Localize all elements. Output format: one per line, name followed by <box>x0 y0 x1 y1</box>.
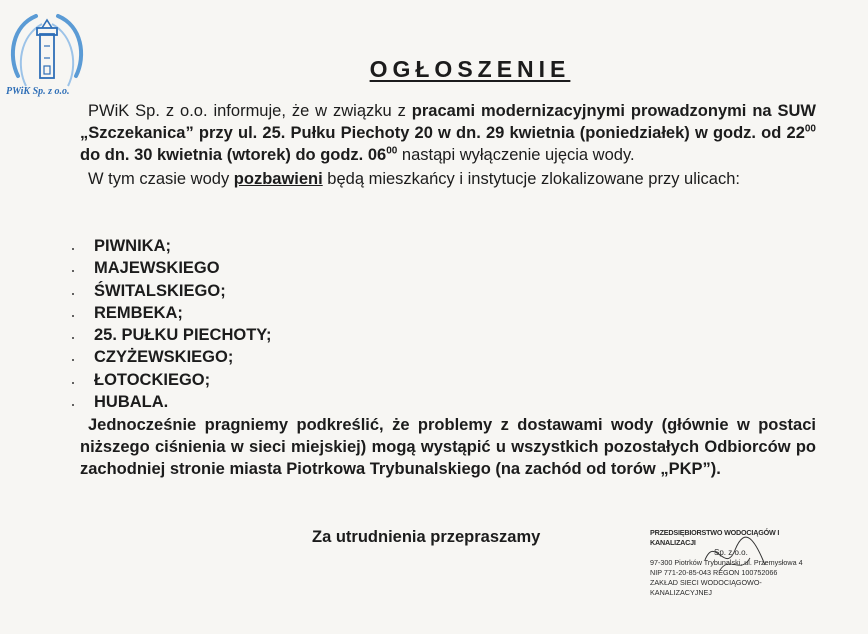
paragraph-3 <box>80 414 816 480</box>
p1-sup1: 00 <box>804 123 816 135</box>
list-item: 25. PUŁKU PIECHOTY; <box>86 324 486 346</box>
logo-text: PWiK Sp. z o.o. <box>6 86 70 97</box>
stamp-line-4: NIP 771-20-85-043 REGON 100752066 <box>650 568 778 577</box>
p2-underlined: pozbawieni <box>233 170 323 188</box>
signature-icon <box>700 530 770 580</box>
list-item: MAJEWSKIEGO <box>86 257 486 279</box>
street-list-container <box>86 235 486 413</box>
list-item: PIWNIKA; <box>86 235 486 257</box>
closing-text: Za utrudnienia przepraszamy <box>312 528 541 546</box>
p1-text-c: do dn. 30 kwietnia (wtorek) do godz. 06 <box>80 146 387 164</box>
stamp-line-1: PRZEDSIĘBIORSTWO WODOCIĄGÓW I KANALIZACJI <box>650 528 780 547</box>
list-item: ŚWITALSKIEGO; <box>86 280 486 302</box>
stamp-line-5: ZAKŁAD SIECI WODOCIĄGOWO-KANALIZACYJNEJ <box>650 578 762 597</box>
p1-text-a: PWiK Sp. z o.o. informuje, że w związku z <box>88 102 412 120</box>
p2-text-b: będą mieszkańcy i instytucje zlokalizowane przy ulicach: <box>322 170 740 188</box>
stamp-line-2: Sp. z o.o. <box>714 548 748 557</box>
p1-text-d: nastąpi wyłączenie ujęcia wody. <box>397 146 635 164</box>
notice-title: OGŁOSZENIE <box>369 56 571 82</box>
paragraph-2 <box>80 168 816 190</box>
p2-text-a: W tym czasie wody <box>88 170 234 188</box>
street-list <box>86 235 486 413</box>
p3-text: Jednocześnie pragniemy podkreślić, że problemy z dostawami wody (głównie w postaci niższego ciśnienia w sieci miejskiej) mogą wystąpić u wszystkich pozostałych Odbiorców po zachodniej stronie miasta Piotrkowa Trybunalskiego (na zachód od torów „PKP”). <box>80 416 816 478</box>
company-stamp <box>650 528 820 598</box>
stamp-line-3: 97-300 Piotrków Trybunalski, ul. Przemysłowa 4 <box>650 558 803 567</box>
paragraph-1 <box>80 100 816 190</box>
list-item: REMBEKA; <box>86 302 486 324</box>
list-item: HUBALA. <box>86 391 486 413</box>
p1-text-b: pracami modernizacyjnymi prowadzonymi na SUW „Szczekanica” przy ul. 25. Pułku Piechoty 20 w dn. 29 kwietnia (poniedziałek) w godz. od 22 <box>80 102 816 142</box>
p1-sup2: 00 <box>386 145 398 157</box>
list-item: CZYŻEWSKIEGO; <box>86 346 486 368</box>
list-item: ŁOTOCKIEGO; <box>86 369 486 391</box>
